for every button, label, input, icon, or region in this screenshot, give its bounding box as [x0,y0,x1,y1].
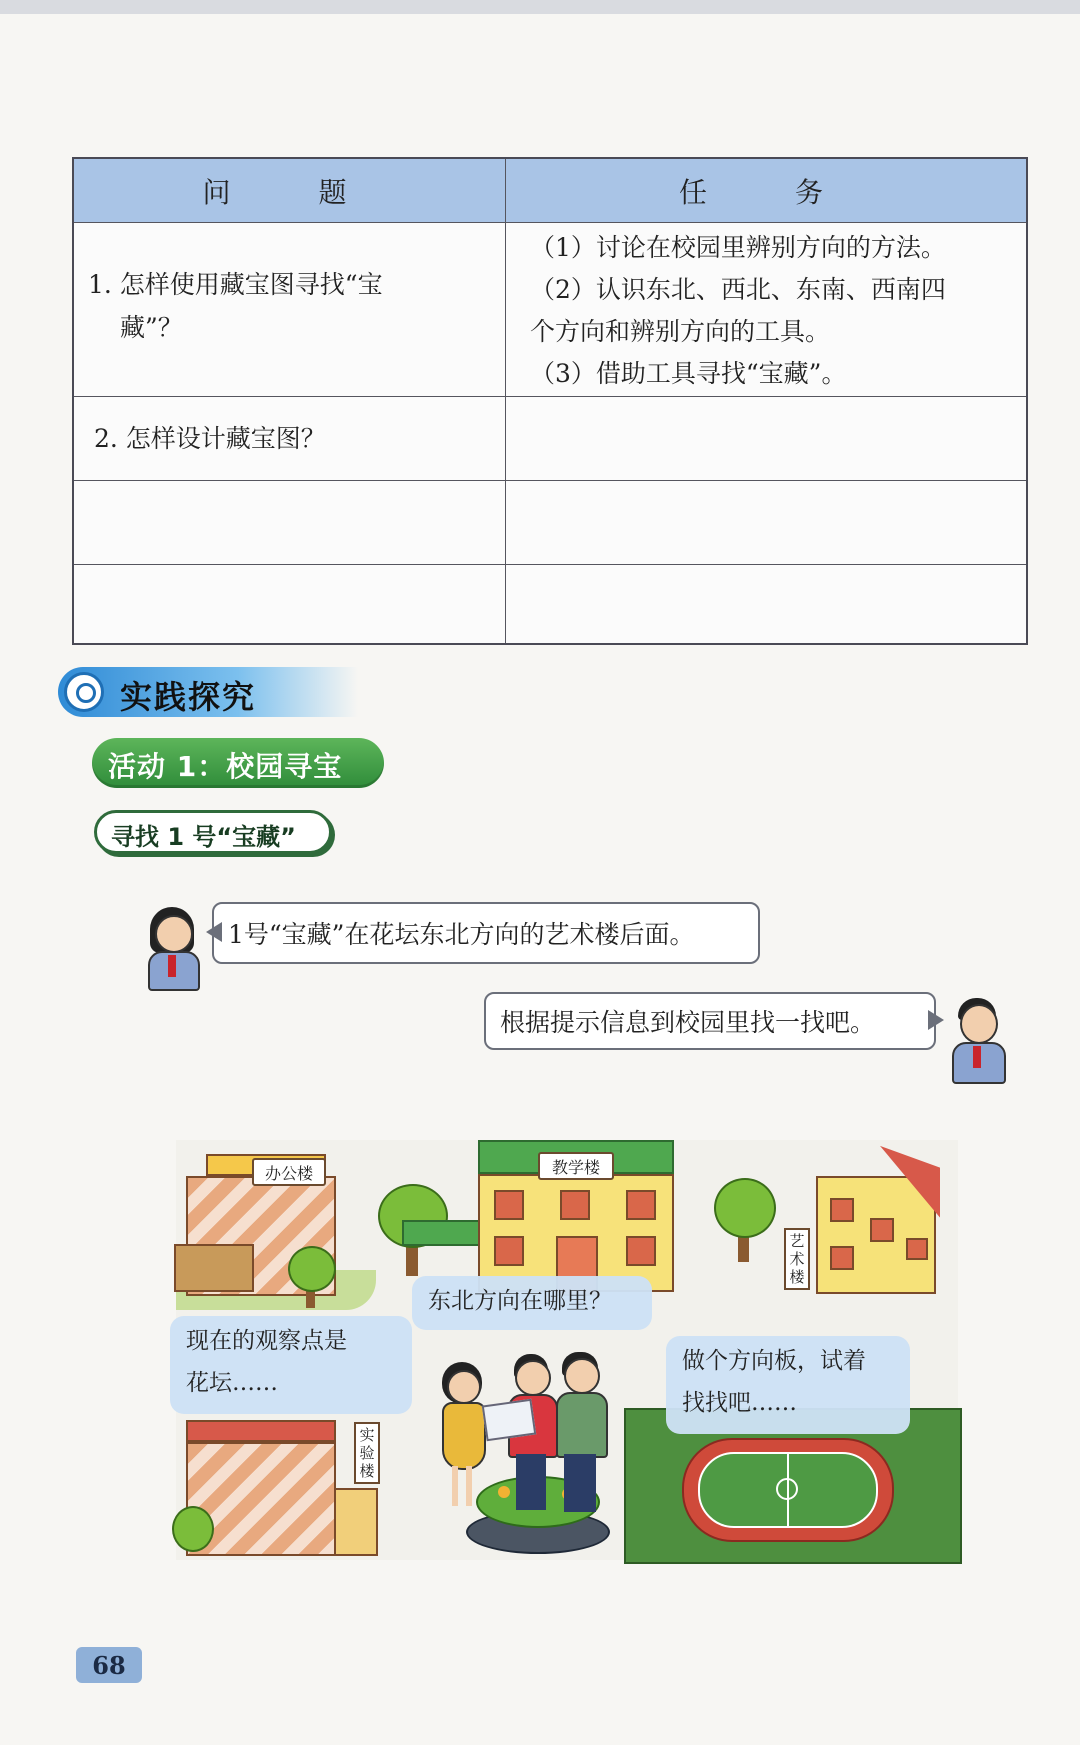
page-top-edge [0,0,1080,14]
question-1-line-1: 1. 怎样使用藏宝图寻找“宝 [88,270,383,299]
section-title: 实践探究 [120,678,257,716]
teaching-building-sign: 教学楼 [538,1152,614,1180]
magnifier-icon [64,672,104,712]
campus-illustration [176,1140,958,1560]
task-line-2: （2）认识东北、西北、东南、西南四 [530,275,946,304]
tree [712,1174,774,1266]
lab-building-sign: 实 验 楼 [354,1422,380,1484]
scene-bubble-northeast: 东北方向在哪里？ [412,1276,652,1330]
scene-bubble-observe: 现在的观察点是 花坛…… [170,1316,412,1414]
question-2-text: 2. 怎样设计藏宝图？ [94,424,326,453]
task-line-3: 个方向和辨别方向的工具。 [530,317,831,346]
task-line-4: （3）借助工具寻找“宝藏”。 [530,359,847,388]
task-line-1: （1）讨论在校园里辨别方向的方法。 [530,233,946,262]
scene-bubble-board: 做个方向板，试着 找找吧…… [666,1336,910,1434]
subtask-tag [94,810,332,854]
section-title-bar [58,667,358,717]
subtask-label: 寻找 1 号“宝藏” [111,823,296,851]
table-cell-question-2 [74,397,506,481]
girl-avatar [144,905,200,989]
activity-label-pill [92,738,384,788]
table-cell-empty-3b [506,481,1026,565]
teaching-building [478,1174,674,1292]
question-task-table [72,157,1028,645]
table-cell-empty-4b [506,565,1026,643]
question-1-line-2: 藏”？ [120,313,183,342]
tree [286,1244,336,1308]
child-boy [554,1352,606,1516]
boy-speech-text: 根据提示信息到校园里找一找吧。 [500,1008,876,1037]
table-cell-tasks-1 [506,223,1026,397]
table-cell-question-1 [74,223,506,397]
table-header-task: 任 务 [506,159,1026,223]
table-header-question: 问 题 [74,159,506,223]
table-cell-tasks-2 [506,397,1026,481]
girl-speech-bubble [212,902,760,964]
art-building-sign: 艺 术 楼 [784,1228,810,1290]
table-cell-empty-3a [74,481,506,565]
boy-speech-bubble [484,992,936,1050]
office-building-sign: 办公楼 [252,1158,326,1186]
boy-avatar [944,996,1010,1082]
activity-label: 活动 1：校园寻宝 [108,750,343,783]
treasure-map [482,1399,537,1442]
bush [172,1506,212,1556]
child-girl [438,1362,486,1512]
page-number: 68 [76,1647,142,1683]
girl-speech-text: 1号“宝藏”在花坛东北方向的艺术楼后面。 [228,920,695,949]
table-cell-empty-4a [74,565,506,643]
